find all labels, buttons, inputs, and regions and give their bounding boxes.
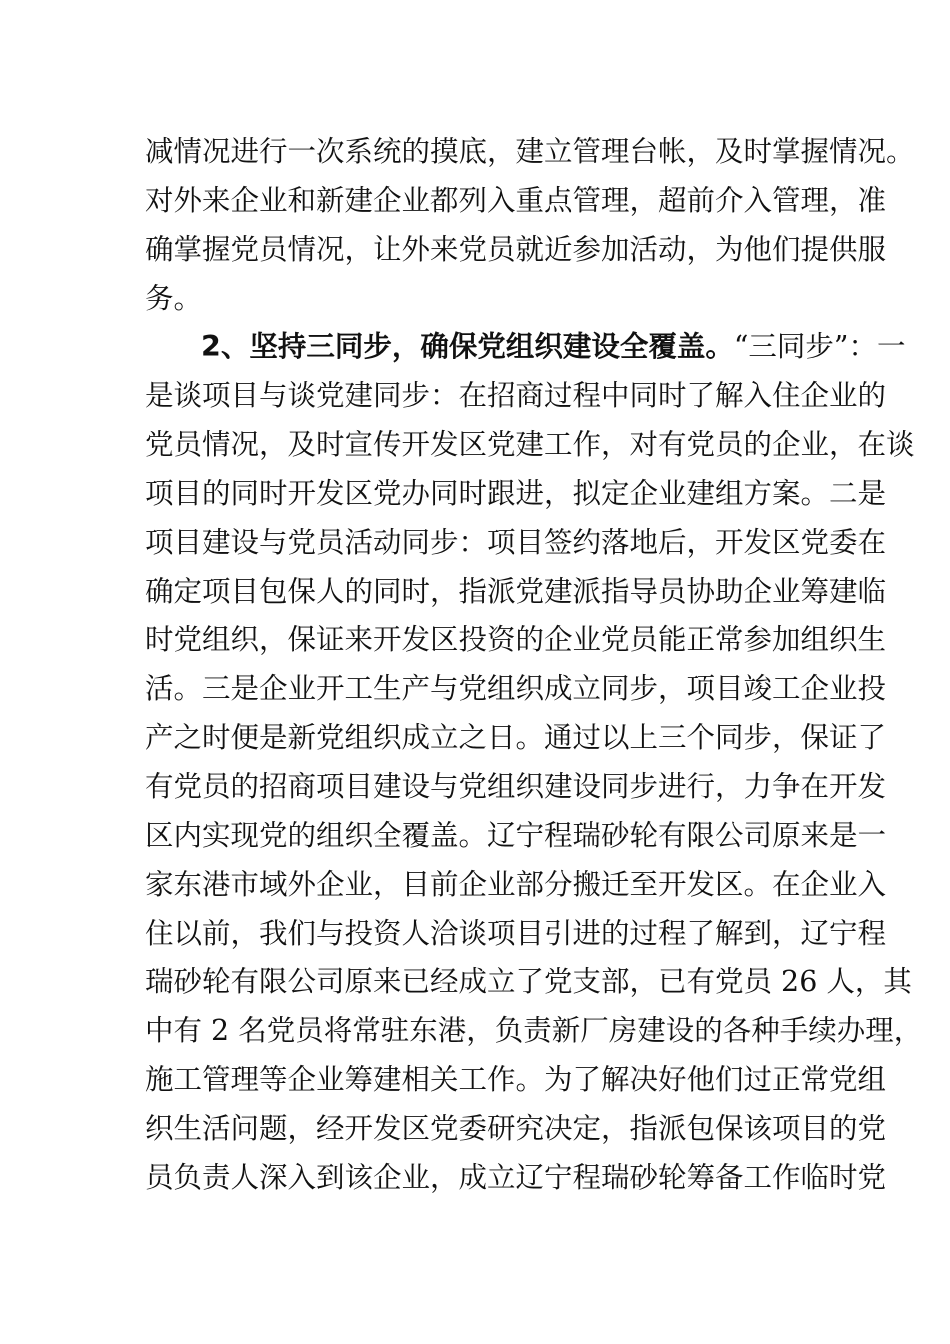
body-text: [145, 128, 923, 1203]
text-line: 产之时便是新党组织成立之日。通过以上三个同步，保证了: [145, 721, 887, 755]
text-line: 对外来企业和新建企业都列入重点管理，超前介入管理，准: [145, 183, 887, 217]
text-line: 是谈项目与谈党建同步：在招商过程中同时了解入住企业的: [145, 379, 887, 413]
section-heading-line: [145, 323, 906, 372]
text-line: 项目的同时开发区党办同时跟进，拟定企业建组方案。二是: [145, 476, 887, 510]
text-line: 时党组织，保证来开发区投资的企业党员能正常参加组织生: [145, 623, 887, 657]
text-line: 党员情况，及时宣传开发区党建工作，对有党员的企业，在谈: [145, 428, 915, 462]
text-line: 员负责人深入到该企业，成立辽宁程瑞砂轮筹备工作临时党: [145, 1160, 887, 1194]
text-line: 区内实现党的组织全覆盖。辽宁程瑞砂轮有限公司原来是一: [145, 818, 887, 852]
text-line: 施工管理等企业筹建相关工作。为了解决好他们过正常党组: [145, 1063, 887, 1097]
text-line: 织生活问题，经开发区党委研究决定，指派包保该项目的党: [145, 1111, 887, 1145]
text-line: 确掌握党员情况，让外来党员就近参加活动，为他们提供服: [145, 232, 887, 266]
text-fragment: “三同步”：一: [733, 330, 906, 364]
text-line: 中有 2 名党员将常驻东港，负责新厂房建设的各种手续办理，: [145, 1014, 923, 1048]
section-heading: 2、坚持三同步，确保党组织建设全覆盖。: [201, 330, 734, 364]
text-line: 务。: [145, 281, 203, 315]
text-line: 瑞砂轮有限公司原来已经成立了党支部，已有党员 26 人，其: [145, 965, 912, 999]
text-line: 项目建设与党员活动同步：项目签约落地后，开发区党委在: [145, 525, 887, 559]
text-line: 活。三是企业开工生产与党组织成立同步，项目竣工企业投: [145, 672, 887, 706]
text-line: 减情况进行一次系统的摸底，建立管理台帐，及时掌握情况。: [145, 135, 915, 168]
text-line: 家东港市域外企业，目前企业部分搬迁至开发区。在企业入: [145, 867, 887, 901]
text-line: 确定项目包保人的同时，指派党建派指导员协助企业筹建临: [145, 574, 887, 608]
text-line: 有党员的招商项目建设与党组织建设同步进行，力争在开发: [145, 769, 887, 803]
text-line: 住以前，我们与投资人洽谈项目引进的过程了解到，辽宁程: [145, 916, 887, 950]
